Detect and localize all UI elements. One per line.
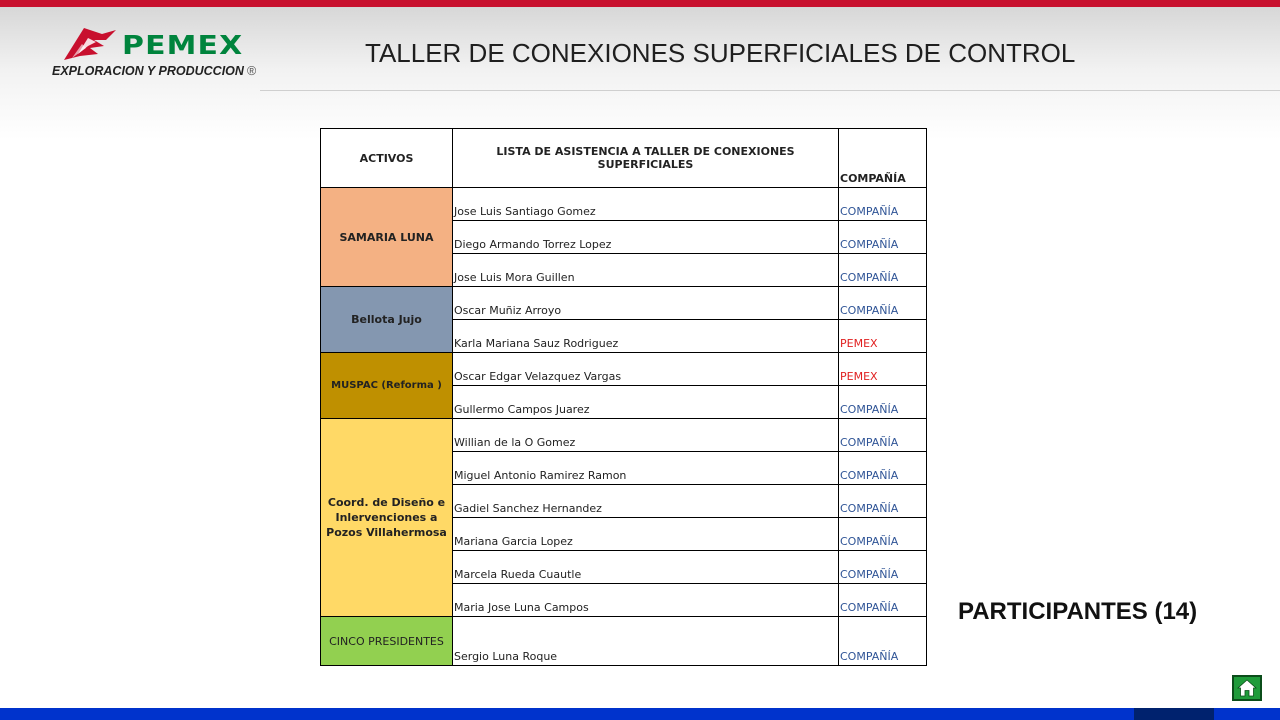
- header-activos: ACTIVOS: [321, 129, 453, 188]
- participant-name: Oscar Edgar Velazquez Vargas: [453, 353, 839, 386]
- logo-subtitle: [52, 64, 256, 78]
- page-title: TALLER DE CONEXIONES SUPERFICIALES DE CONTROL: [365, 38, 1076, 68]
- header-compania: COMPAÑÍA: [839, 129, 927, 188]
- company-cell: COMPAÑÍA: [839, 287, 927, 320]
- company-cell: COMPAÑÍA: [839, 617, 927, 666]
- company-cell: COMPAÑÍA: [839, 485, 927, 518]
- participant-name: Marcela Rueda Cuautle: [453, 551, 839, 584]
- participant-name: Mariana Garcia Lopez: [453, 518, 839, 551]
- bottom-blue-bar: [0, 708, 1280, 720]
- table-header-row: [321, 129, 927, 188]
- pemex-brand-text: PEMEX: [122, 31, 244, 61]
- participant-name: Miguel Antonio Ramirez Ramon: [453, 452, 839, 485]
- participant-name: Sergio Luna Roque: [453, 617, 839, 666]
- activo-cell: MUSPAC (Reforma ): [321, 353, 453, 419]
- participant-name: Maria Jose Luna Campos: [453, 584, 839, 617]
- header-divider: [260, 90, 1280, 91]
- table-row: [321, 287, 927, 320]
- participant-name: Gullermo Campos Juarez: [453, 386, 839, 419]
- company-cell: COMPAÑÍA: [839, 221, 927, 254]
- participant-name: Jose Luis Mora Guillen: [453, 254, 839, 287]
- table-row: [321, 188, 927, 221]
- participant-name: Oscar Muñiz Arroyo: [453, 287, 839, 320]
- logo-subtitle-text: EXPLORACION Y PRODUCCION: [52, 64, 244, 78]
- table-row: [321, 617, 927, 666]
- header-lista: LISTA DE ASISTENCIA A TALLER DE CONEXIONES SUPERFICIALES: [453, 129, 839, 188]
- table-row: [321, 353, 927, 386]
- participants-count: PARTICIPANTES (14): [958, 598, 1198, 625]
- company-cell: COMPAÑÍA: [839, 551, 927, 584]
- participant-name: Jose Luis Santiago Gomez: [453, 188, 839, 221]
- home-button[interactable]: [1232, 675, 1262, 701]
- participant-name: Diego Armando Torrez Lopez: [453, 221, 839, 254]
- pemex-logo: [50, 22, 265, 82]
- company-cell: COMPAÑÍA: [839, 452, 927, 485]
- participant-name: Willian de la O Gomez: [453, 419, 839, 452]
- participant-name: Karla Mariana Sauz Rodriguez: [453, 320, 839, 353]
- bottom-bar-accent: [1134, 708, 1214, 720]
- activo-cell: CINCO PRESIDENTES: [321, 617, 453, 666]
- company-cell: COMPAÑÍA: [839, 188, 927, 221]
- company-cell: COMPAÑÍA: [839, 419, 927, 452]
- company-cell: COMPAÑÍA: [839, 584, 927, 617]
- participant-name: Gadiel Sanchez Hernandez: [453, 485, 839, 518]
- activo-cell: Bellota Jujo: [321, 287, 453, 353]
- pemex-eagle-icon: [60, 24, 120, 62]
- table-row: [321, 419, 927, 452]
- company-cell: COMPAÑÍA: [839, 386, 927, 419]
- registered-mark: ®: [246, 64, 257, 78]
- activo-cell: Coord. de Diseño e Inlervenciones a Pozos Villahermosa: [321, 419, 453, 617]
- home-icon: [1237, 679, 1257, 697]
- activo-cell: SAMARIA LUNA: [321, 188, 453, 287]
- company-cell: PEMEX: [839, 320, 927, 353]
- company-cell: PEMEX: [839, 353, 927, 386]
- table-body: [321, 188, 927, 666]
- top-red-bar: [0, 0, 1280, 7]
- company-cell: COMPAÑÍA: [839, 518, 927, 551]
- company-cell: COMPAÑÍA: [839, 254, 927, 287]
- attendance-table: [320, 128, 927, 666]
